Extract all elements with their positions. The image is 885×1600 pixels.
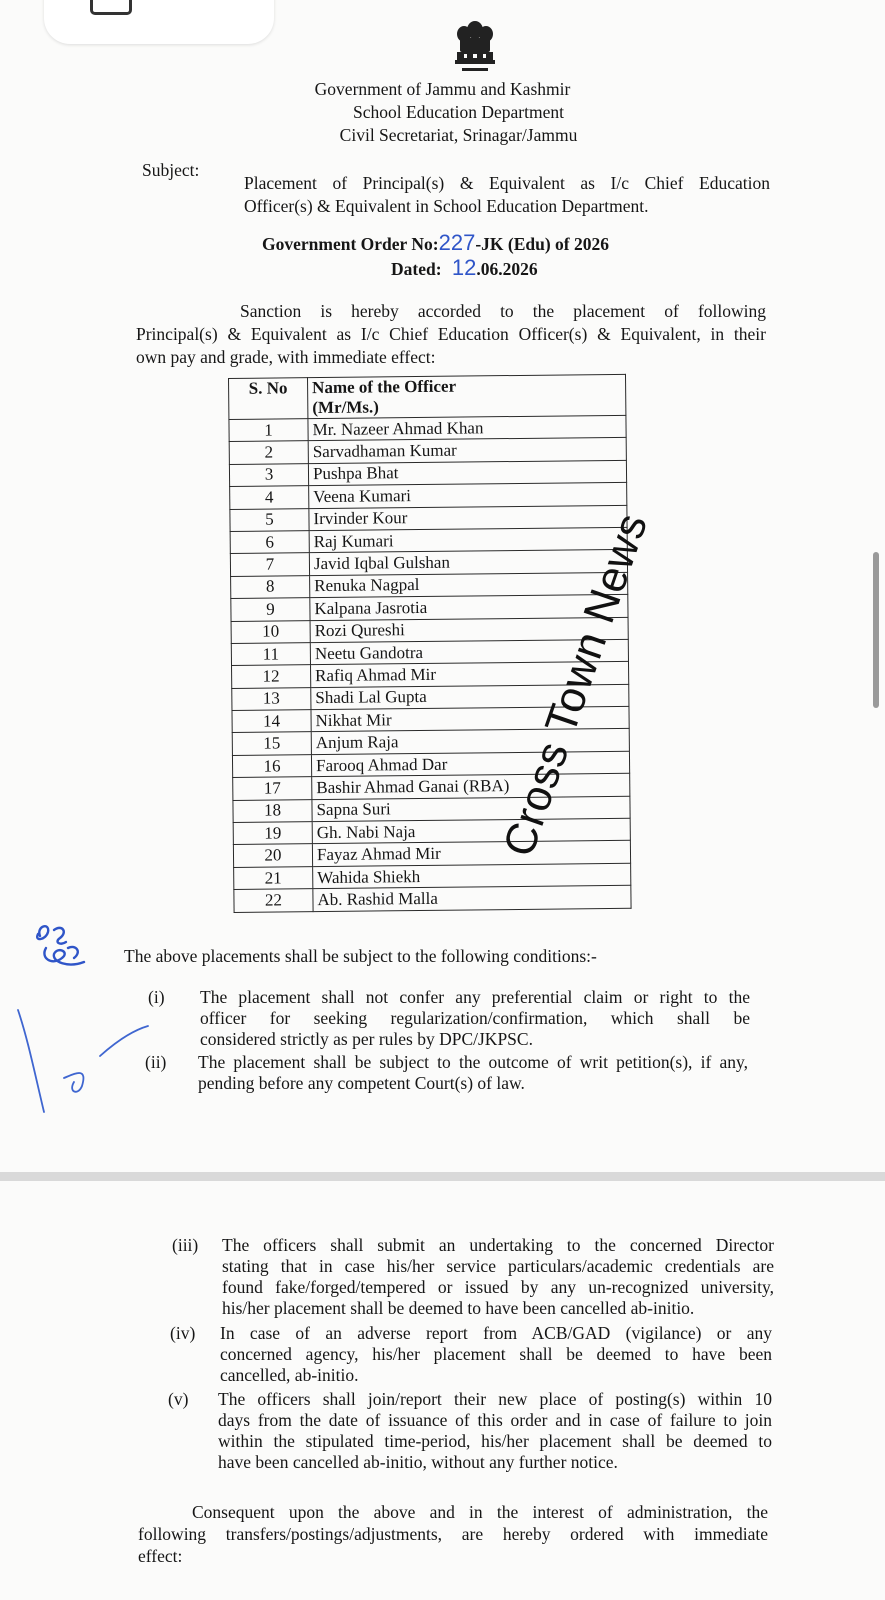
officer-sno-cell: 8 bbox=[231, 575, 310, 598]
officer-sno-cell: 1 bbox=[229, 419, 308, 442]
order-date-label: Dated: bbox=[391, 259, 442, 279]
condition-label-v: (v) bbox=[168, 1389, 189, 1409]
header-secretariat: Civil Secretariat, Srinagar/Jammu bbox=[339, 125, 578, 145]
condition-iv-line-3: cancelled, ab-initio. bbox=[220, 1365, 359, 1385]
officer-sno-cell: 12 bbox=[232, 665, 311, 688]
page-indicator-text bbox=[146, 0, 231, 1]
officer-name-cell: Mr. Nazeer Ahmad Khan bbox=[308, 415, 626, 441]
consequent-paragraph bbox=[138, 1501, 768, 1567]
column-header-name bbox=[308, 374, 626, 418]
officer-name-cell: Anjum Raja bbox=[311, 729, 629, 755]
subject-text bbox=[244, 172, 770, 218]
officer-name-cell: Renuka Nagpal bbox=[310, 572, 628, 598]
handwritten-initials-signature bbox=[28, 918, 108, 978]
table-header-row bbox=[229, 374, 626, 419]
subject-line-1: Placement of Principal(s) & Equivalent as I/c Chief Education bbox=[244, 173, 770, 193]
condition-ii-line-2: pending before any competent Court(s) of law. bbox=[198, 1073, 525, 1093]
officer-sno-cell: 21 bbox=[234, 866, 313, 889]
condition-text-ii bbox=[198, 1052, 748, 1094]
order-date bbox=[391, 255, 538, 281]
officer-name-cell: Sarvadhaman Kumar bbox=[308, 438, 626, 464]
condition-iii-line-3: found fake/forged/tempered or issued by any un-recognized university, bbox=[222, 1277, 774, 1297]
officer-name-cell: Rozi Qureshi bbox=[310, 617, 628, 643]
officer-sno-cell: 5 bbox=[230, 508, 309, 531]
officer-sno-cell: 18 bbox=[233, 799, 312, 822]
condition-i-line-2: officer for seeking regularization/confirmation, which shall be bbox=[200, 1008, 750, 1028]
condition-iii-line-4: his/her placement shall be deemed to have been cancelled ab-initio. bbox=[222, 1298, 695, 1318]
document-page-2 bbox=[0, 1181, 885, 1600]
subject-label: Subject: bbox=[142, 160, 200, 180]
officer-sno-cell: 16 bbox=[232, 755, 311, 778]
consequent-line-1: Consequent upon the above and in the interest of administration, the bbox=[192, 1502, 768, 1522]
table-row bbox=[234, 886, 631, 913]
column-header-sno: S. No bbox=[229, 378, 308, 420]
condition-v-line-2: days from the date of issuance of this order and in case of failure to join bbox=[218, 1410, 772, 1430]
condition-label-ii: (ii) bbox=[145, 1052, 167, 1072]
order-number-prefix: Government Order No: bbox=[262, 234, 439, 254]
column-header-name-line-1: Name of the Officer bbox=[312, 376, 457, 398]
page-icon bbox=[90, 0, 132, 15]
officer-sno-cell: 17 bbox=[233, 777, 312, 800]
officer-sno-cell: 11 bbox=[231, 643, 310, 666]
condition-label-i: (i) bbox=[148, 987, 165, 1007]
officer-sno-cell: 4 bbox=[230, 486, 309, 509]
condition-i-line-3: considered strictly as per rules by DPC/JKPSC. bbox=[200, 1029, 533, 1049]
officer-name-cell: Javid Iqbal Gulshan bbox=[309, 550, 627, 576]
national-emblem-icon bbox=[452, 18, 498, 80]
condition-v-line-3: within the stipulated time-period, his/her placement shall be deemed to bbox=[218, 1431, 772, 1451]
officer-name-cell: Gh. Nabi Naja bbox=[312, 818, 630, 844]
officer-name-cell: Neetu Gandotra bbox=[310, 639, 628, 665]
condition-label-iv: (iv) bbox=[170, 1323, 196, 1343]
officer-name-cell: Irvinder Kour bbox=[309, 505, 627, 531]
page-indicator-badge[interactable] bbox=[44, 0, 274, 44]
condition-v-line-4: have been cancelled ab-initio, without any further notice. bbox=[218, 1452, 618, 1472]
order-number bbox=[262, 230, 609, 256]
officer-sno-cell: 2 bbox=[229, 441, 308, 464]
watermark-text: Cross Town News bbox=[493, 507, 658, 863]
condition-label-iii: (iii) bbox=[172, 1235, 199, 1255]
officer-name-cell: Fayaz Ahmad Mir bbox=[312, 841, 630, 867]
intro-paragraph bbox=[136, 300, 766, 369]
scrollbar-thumb[interactable] bbox=[873, 552, 879, 708]
condition-text-i bbox=[200, 987, 750, 1050]
header-government: Government of Jammu and Kashmir bbox=[314, 79, 571, 99]
officer-name-cell: Nikhat Mir bbox=[311, 706, 629, 732]
order-date-suffix: .06.2026 bbox=[476, 259, 538, 279]
officer-name-cell: Pushpa Bhat bbox=[308, 460, 626, 486]
officer-sno-cell: 7 bbox=[230, 553, 309, 576]
consequent-line-2: following transfers/postings/adjustments, are hereby ordered with immediate bbox=[138, 1524, 768, 1544]
intro-line-2: Principal(s) & Equivalent as I/c Chief Education Officer(s) & Equivalent, in their bbox=[136, 324, 766, 344]
subject-line-2: Officer(s) & Equivalent in School Education Department. bbox=[244, 196, 649, 216]
officer-sno-cell: 22 bbox=[234, 889, 313, 912]
officer-name-cell: Kalpana Jasrotia bbox=[310, 594, 628, 620]
condition-text-iii bbox=[222, 1235, 774, 1319]
condition-iv-line-2: concerned agency, his/her placement shall be deemed to have been bbox=[220, 1344, 772, 1364]
condition-iii-line-1: The officers shall submit an undertaking to the concerned Director bbox=[222, 1235, 774, 1255]
order-number-suffix: -JK (Edu) of 2026 bbox=[475, 234, 609, 254]
officer-sno-cell: 3 bbox=[229, 463, 308, 486]
intro-line-1: Sanction is hereby accorded to the placement of following bbox=[240, 301, 766, 321]
officer-name-cell: Shadi Lal Gupta bbox=[311, 684, 629, 710]
handwritten-pen-mark bbox=[8, 1000, 158, 1120]
column-header-name-line-2: (Mr/Ms.) bbox=[312, 397, 379, 418]
consequent-line-3: effect: bbox=[138, 1546, 183, 1566]
officer-name-cell: Ab. Rashid Malla bbox=[313, 886, 631, 912]
officer-name-cell: Sapna Suri bbox=[312, 796, 630, 822]
officer-sno-cell: 10 bbox=[231, 620, 310, 643]
officer-name-cell: Rafiq Ahmad Mir bbox=[311, 662, 629, 688]
officer-sno-cell: 14 bbox=[232, 710, 311, 733]
officer-sno-cell: 19 bbox=[233, 822, 312, 845]
order-number-handwritten: 227 bbox=[438, 230, 476, 255]
officer-name-cell: Raj Kumari bbox=[309, 527, 627, 553]
officer-name-cell: Farooq Ahmad Dar bbox=[311, 751, 629, 777]
officer-name-cell: Veena Kumari bbox=[309, 483, 627, 509]
condition-iii-line-2: stating that in case his/her service particulars/academic credentials are bbox=[222, 1256, 774, 1276]
condition-text-iv bbox=[220, 1323, 772, 1386]
condition-iv-line-1: In case of an adverse report from ACB/GAD (vigilance) or any bbox=[220, 1323, 772, 1343]
condition-i-line-1: The placement shall not confer any preferential claim or right to the bbox=[200, 987, 750, 1007]
conditions-intro: The above placements shall be subject to the following conditions:- bbox=[124, 946, 597, 966]
officer-name-cell: Wahida Shiekh bbox=[313, 863, 631, 889]
officer-sno-cell: 13 bbox=[232, 687, 311, 710]
condition-v-line-1: The officers shall join/report their new place of posting(s) within 10 bbox=[218, 1389, 772, 1409]
officer-sno-cell: 20 bbox=[233, 844, 312, 867]
officer-sno-cell: 9 bbox=[231, 598, 310, 621]
officer-sno-cell: 6 bbox=[230, 531, 309, 554]
header-department: School Education Department bbox=[353, 102, 564, 122]
officer-sno-cell: 15 bbox=[232, 732, 311, 755]
condition-text-v bbox=[218, 1389, 772, 1473]
order-date-handwritten: 12 bbox=[451, 255, 477, 280]
officer-name-cell: Bashir Ahmad Ganai (RBA) bbox=[312, 774, 630, 800]
condition-ii-line-1: The placement shall be subject to the outcome of writ petition(s), if any, bbox=[198, 1052, 748, 1072]
intro-line-3: own pay and grade, with immediate effect: bbox=[136, 347, 436, 367]
